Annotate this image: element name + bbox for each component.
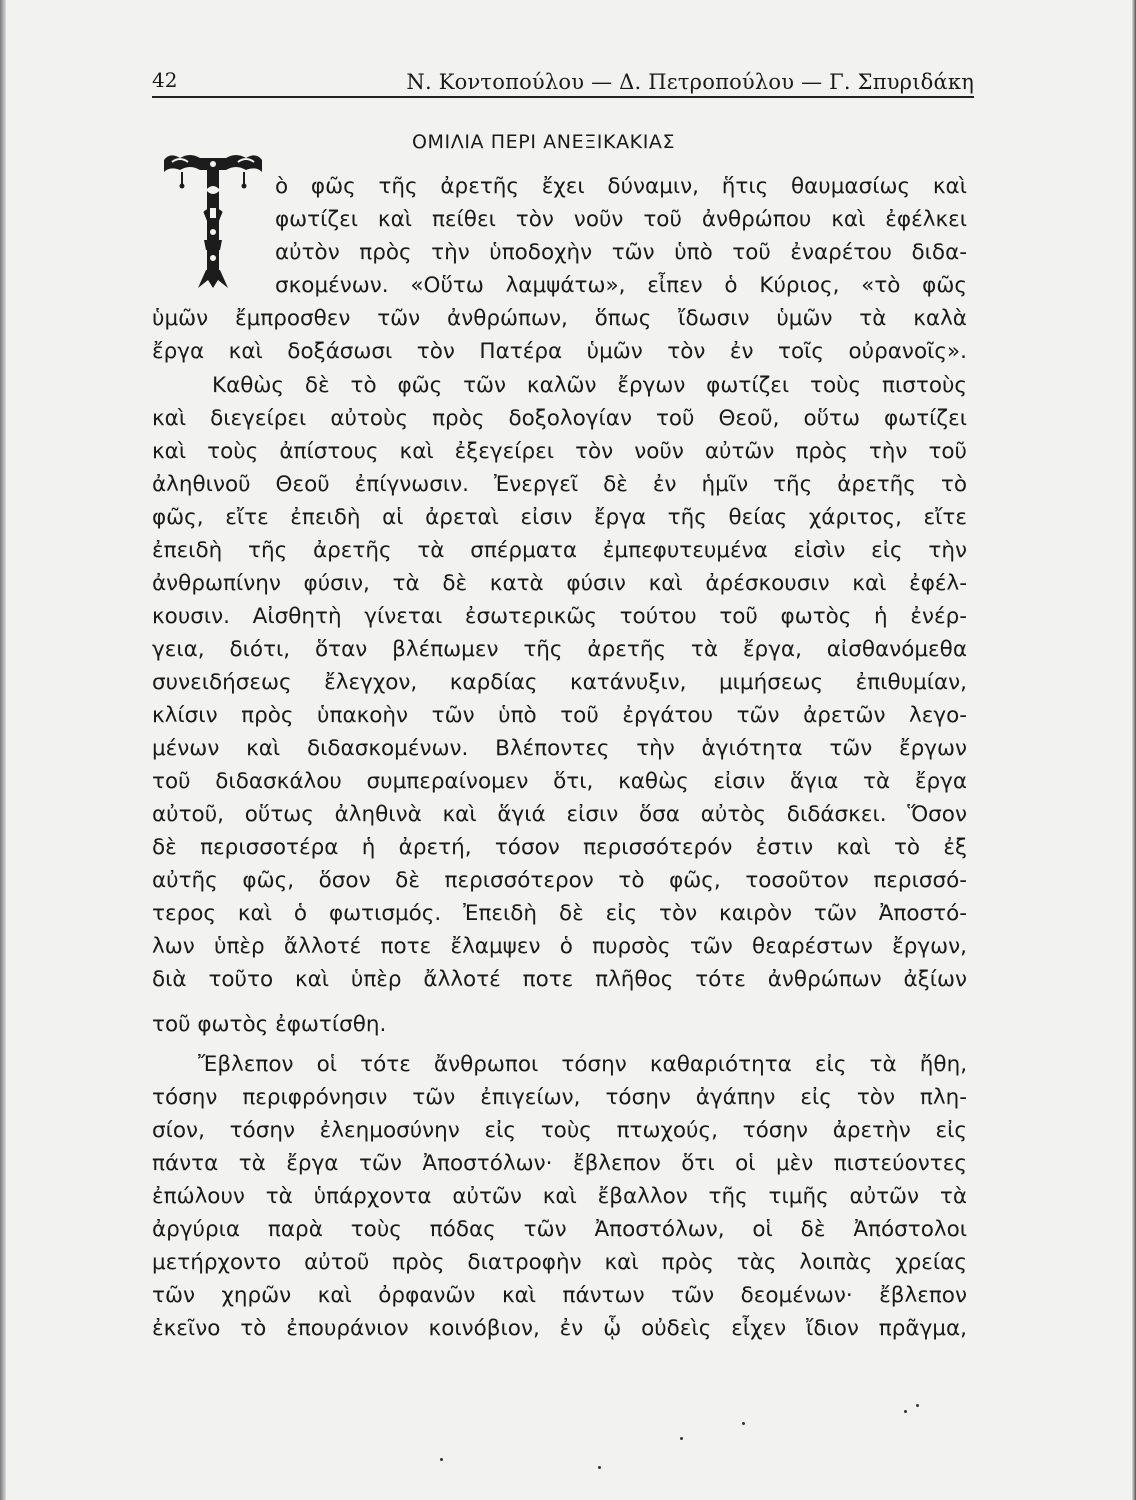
ornamental-drop-cap-icon xyxy=(160,150,266,290)
text-line: τοῦ φωτὸς ἐφωτίσθη. xyxy=(152,1012,387,1037)
text-line: ὸ φῶς τῆς ἀρετῆς ἔχει δύναμιν, ἥτις θαυμασίως καὶ xyxy=(275,174,967,199)
text-line: αὐτοῦ, οὕτως ἀληθινὰ καὶ ἅγιά εἰσιν ὅσα αὐτὸς διδάσκει. Ὅσον xyxy=(152,802,967,827)
text-line: ἐπειδὴ τῆς ἀρετῆς τὰ σπέρματα ἐμπεφυτευμένα εἰσὶν εἰς τὴν xyxy=(152,538,967,563)
text-line: ὑμῶν ἔμπροσθεν τῶν ἀνθρώπων, ὅπως ἴδωσιν ὑμῶν τὰ καλὰ xyxy=(152,306,967,331)
text-line: συνειδήσεως ἔλεγχον, καρδίας κατάνυξιν, μιμήσεως ἐπιθυμίαν, xyxy=(152,670,968,695)
text-line: κλίσιν πρὸς ὑπακοὴν τῶν ὑπὸ τοῦ ἐργάτου τῶν ἀρετῶν λεγο- xyxy=(152,703,968,728)
text-line: αὐτῆς φῶς, ὅσον δὲ περισσότερον τὸ φῶς, τοσοῦτον περισσό- xyxy=(152,868,968,893)
text-line: ἐπώλουν τὰ ὑπάρχοντα αὐτῶν καὶ ἔβαλλον τῆς τιμῆς αὐτῶν τὰ xyxy=(152,1184,967,1209)
text-line: ἀργύρια παρὰ τοὺς πόδας τῶν Ἀποστόλων, οἱ δὲ Ἀπόστολοι xyxy=(152,1217,967,1242)
text-line: δὲ περισσοτέρα ἡ ἀρετή, τόσον περισσότερόν ἐστιν καὶ τὸ ἐξ xyxy=(152,835,967,860)
text-line: κουσιν. Αἰσθητὴ γίνεται ἐσωτερικῶς τούτου τοῦ φωτὸς ἡ ἐνέρ- xyxy=(152,604,967,629)
text-line: τῶν χηρῶν καὶ ὀρφανῶν καὶ πάντων τῶν δεομένων· ἔβλεπον xyxy=(152,1283,967,1308)
text-line: διὰ τοῦτο καὶ ὑπὲρ ἄλλοτέ ποτε πλῆθος τότε ἀνθρώπων ἀξίων xyxy=(152,967,967,992)
section-title: ΟΜΙΛΙΑ ΠΕΡΙ ΑΝΕΞΙΚΑΚΙΑΣ xyxy=(412,131,676,153)
text-line: φῶς, εἴτε ἐπειδὴ αἱ ἀρεταὶ εἰσιν ἔργα τῆς θείας χάριτος, εἴτε xyxy=(152,505,967,530)
text-line: τοῦ διδασκάλου συμπεραίνομεν ὅτι, καθὼς εἰσιν ἅγια τὰ ἔργα xyxy=(152,769,968,794)
text-line: ἐκεῖνο τὸ ἐπουράνιον κοινόβιον, ἐν ᾧ οὐδεὶς εἶχεν ἴδιον πρᾶγμα, xyxy=(152,1316,967,1341)
text-line: σίον, τόσην ἐλεημοσύνην εἰς τοὺς πτωχούς, τόσην ἀρετὴν εἰς xyxy=(152,1118,967,1143)
text-line: ἀληθινοῦ Θεοῦ ἐπίγνωσιν. Ἐνεργεῖ δὲ ἐν ἡμῖν τῆς ἀρετῆς τὸ xyxy=(152,472,967,497)
scan-speck xyxy=(742,1422,745,1425)
text-line: ἔργα καὶ δοξάσωσι τὸν Πατέρα ὑμῶν τὸν ἐν τοῖς οὐρανοῖς». xyxy=(152,339,967,364)
text-line: μετήρχοντο αὐτοῦ πρὸς διατροφὴν καὶ πρὸς τὰς λοιπὰς χρείας xyxy=(152,1250,967,1275)
scan-speck xyxy=(440,1458,443,1461)
text-line: αὐτὸν πρὸς τὴν ὑποδοχὴν τῶν ὑπὸ τοῦ ἐναρέτου διδα- xyxy=(275,240,967,265)
text-line: καὶ διεγείρει αὐτοὺς πρὸς δοξολογίαν τοῦ Θεοῦ, οὕτω φωτίζει xyxy=(152,406,967,431)
text-line: Ἔβλεπον οἱ τότε ἄνθρωποι τόσην καθαριότητα εἰς τὰ ἤθη, xyxy=(198,1052,968,1077)
scan-speck xyxy=(598,1466,601,1469)
text-line: τόσην περιφρόνησιν τῶν ἐπιγείων, τόσην ἀγάπην εἰς τὸν πλη- xyxy=(152,1085,967,1110)
scan-speck xyxy=(916,1404,919,1407)
text-line: μένων καὶ διδασκομένων. Βλέποντες τὴν ἁγιότητα τῶν ἔργων xyxy=(152,736,968,761)
page-number: 42 xyxy=(152,68,178,92)
text-line: ἀνθρωπίνην φύσιν, τὰ δὲ κατὰ φύσιν καὶ ἀρέσκουσιν καὶ ἐφέλ- xyxy=(152,571,967,596)
scan-speck xyxy=(680,1437,683,1440)
text-line: τερος καὶ ὁ φωτισμός. Ἐπειδὴ δὲ εἰς τὸν καιρὸν τῶν Ἀποστό- xyxy=(152,901,968,926)
text-line: σκομένων. «Οὕτω λαμψάτω», εἶπεν ὁ Κύριος, «τὸ φῶς xyxy=(275,273,967,298)
text-line: καὶ τοὺς ἀπίστους καὶ ἐξεγείρει τὸν νοῦν αὐτῶν πρὸς τὴν τοῦ xyxy=(152,439,967,464)
text-line: Καθὼς δὲ τὸ φῶς τῶν καλῶν ἔργων φωτίζει τοὺς πιστοὺς xyxy=(212,373,968,398)
text-line: φωτίζει καὶ πείθει τὸν νοῦν τοῦ ἀνθρώπου καὶ ἐφέλκει xyxy=(275,207,968,232)
text-line: λων ὑπὲρ ἄλλοτέ ποτε ἔλαμψεν ὁ πυρσὸς τῶν θεαρέστων ἔργων, xyxy=(152,934,967,959)
running-header xyxy=(152,62,974,98)
scan-edge-left xyxy=(0,0,6,1500)
text-line: πάντα τὰ ἔργα τῶν Ἀποστόλων· ἔβλεπον ὅτι οἱ μὲν πιστεύοντες xyxy=(152,1151,967,1176)
running-title: Ν. Κοντοπούλου — Δ. Πετροπούλου — Γ. Σπυριδάκη xyxy=(406,70,974,94)
scan-edge-right xyxy=(1132,0,1136,1500)
text-line: γεια, διότι, ὅταν βλέπωμεν τῆς ἀρετῆς τὰ ἔργα, αἰσθανόμεθα xyxy=(152,637,967,662)
scan-speck xyxy=(904,1410,907,1413)
